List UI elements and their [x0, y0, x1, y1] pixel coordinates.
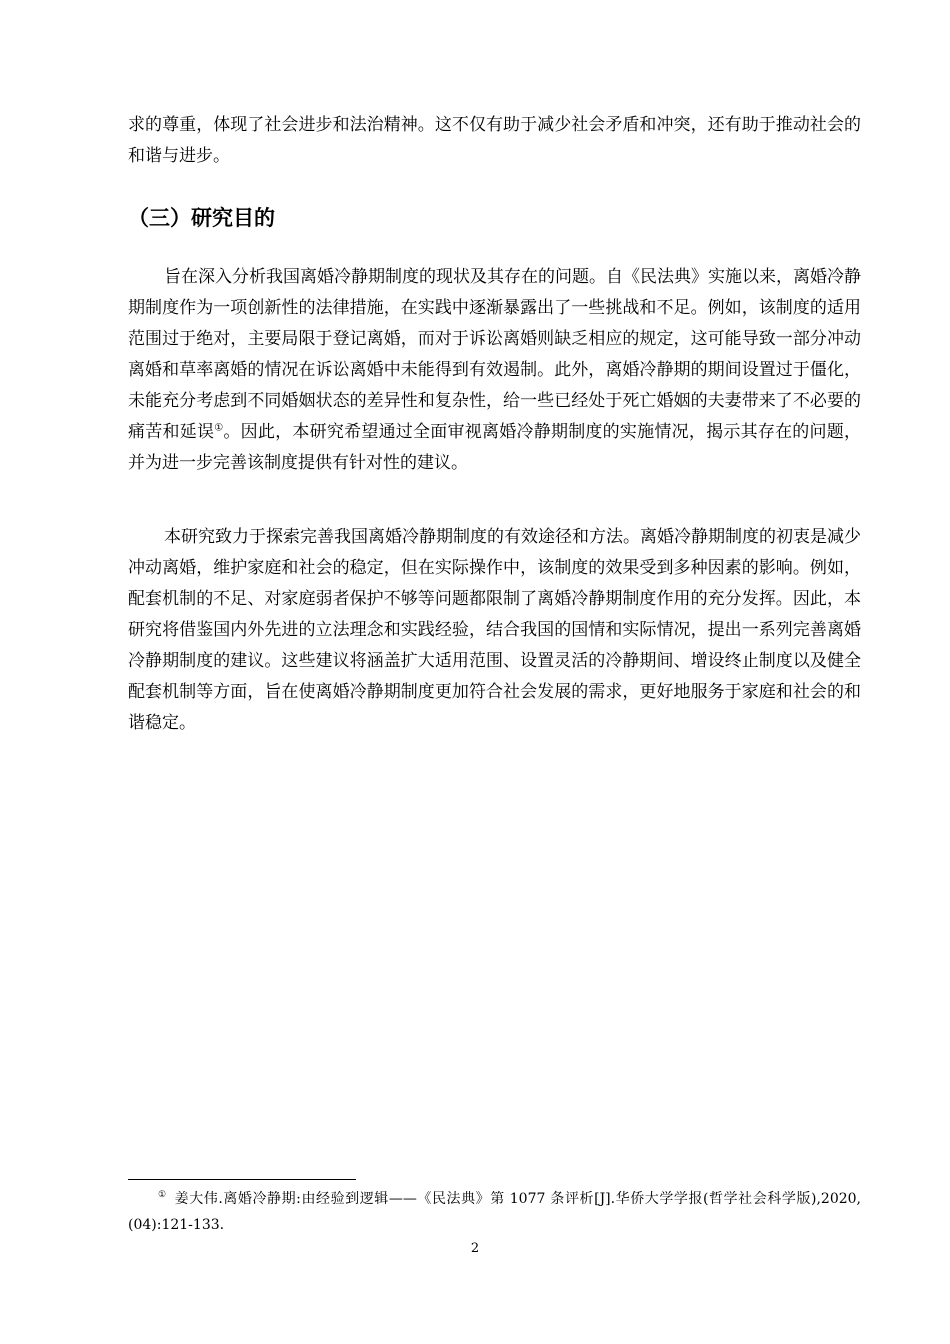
section-heading: （三）研究目的 — [128, 206, 275, 230]
footnote — [128, 1186, 861, 1238]
continuation-text: 求的尊重，体现了社会进步和法治精神。这不仅有助于减少社会矛盾和冲突，还有助于推动社会的和谐与进步。 — [128, 115, 861, 166]
purpose-paragraph-2 — [128, 522, 861, 739]
continuation-paragraph — [128, 110, 861, 172]
purpose-text-2: 本研究致力于探索完善我国离婚冷静期制度的有效途径和方法。离婚冷静期制度的初衷是减少冲动离婚，维护家庭和社会的稳定，但在实际操作中，该制度的效果受到多种因素的影响。例如，配套机制的不足、对家庭弱者保护不够等问题都限制了离婚冷静期制度作用的充分发挥。因此，本研究将借鉴国内外先进的立法理念和实践经验，结合我国的国情和实际情况，提出一系列完善离婚冷静期制度的建议。这些建议将涵盖扩大适用范围、设置灵活的冷静期间、增设终止制度以及健全配套机制等方面，旨在使离婚冷静期制度更加符合社会发展的需求，更好地服务于家庭和社会的和谐稳定。 — [128, 527, 861, 733]
purpose-text-1a: 旨在深入分析我国离婚冷静期制度的现状及其存在的问题。自《民法典》实施以来，离婚冷静期制度作为一项创新性的法律措施，在实践中逐渐暴露出了一些挑战和不足。例如，该制度的适用范围过于绝对，主要局限于登记离婚，而对于诉讼离婚则缺乏相应的规定，这可能导致一部分冲动离婚和草率离婚的情况在诉讼离婚中未能得到有效遏制。此外，离婚冷静期的期间设置过于僵化，未能充分考虑到不同婚姻状态的差异性和复杂性，给一些已经处于死亡婚姻的夫妻带来了不必要的痛苦和延误 — [128, 267, 861, 442]
footnote-reference[interactable]: ① — [214, 422, 224, 434]
page-number: 2 — [470, 1241, 480, 1256]
footnote-divider — [128, 1179, 356, 1180]
footnote-marker: ① — [158, 1190, 167, 1201]
purpose-paragraph-1 — [128, 262, 861, 479]
footnote-text: 姜大伟.离婚冷静期:由经验到逻辑——《民法典》第 1077 条评析[J].华侨大学学报(哲学社会科学版),2020,(04):121-133. — [128, 1191, 861, 1233]
purpose-text-1b: 。因此，本研究希望通过全面审视离婚冷静期制度的实施情况，揭示其存在的问题，并为进一步完善该制度提供有针对性的建议。 — [128, 422, 862, 473]
